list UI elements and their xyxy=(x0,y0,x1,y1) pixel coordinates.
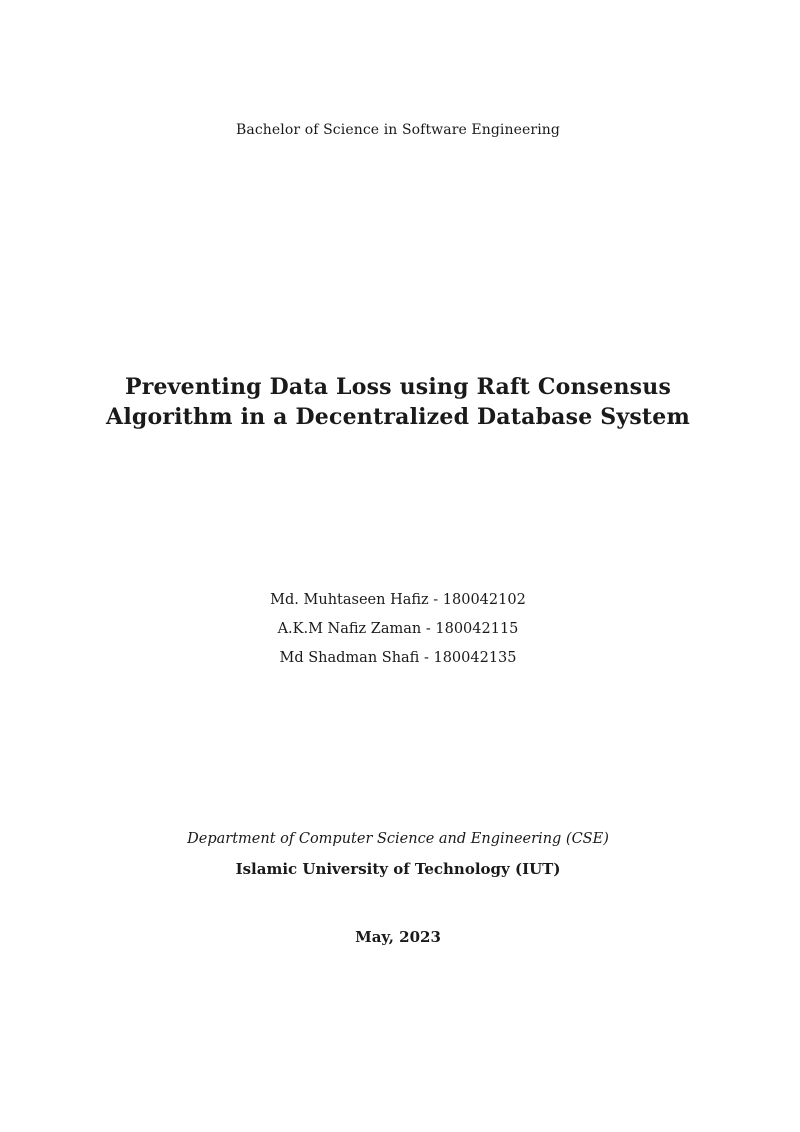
degree-program: Bachelor of Science in Software Engineering xyxy=(236,122,560,138)
author-1: Md. Muhtaseen Hafiz - 180042102 xyxy=(270,592,526,608)
author-3: Md Shadman Shafi - 180042135 xyxy=(279,650,517,666)
author-2: A.K.M Nafiz Zaman - 180042115 xyxy=(277,621,519,637)
thesis-title-line-2: Algorithm in a Decentralized Database System xyxy=(106,404,690,430)
department-name: Department of Computer Science and Engineering (CSE) xyxy=(187,831,609,847)
thesis-title-line-1: Preventing Data Loss using Raft Consensus xyxy=(124,374,672,400)
university-name: Islamic University of Technology (IUT) xyxy=(235,860,561,878)
submission-date: May, 2023 xyxy=(355,928,441,946)
